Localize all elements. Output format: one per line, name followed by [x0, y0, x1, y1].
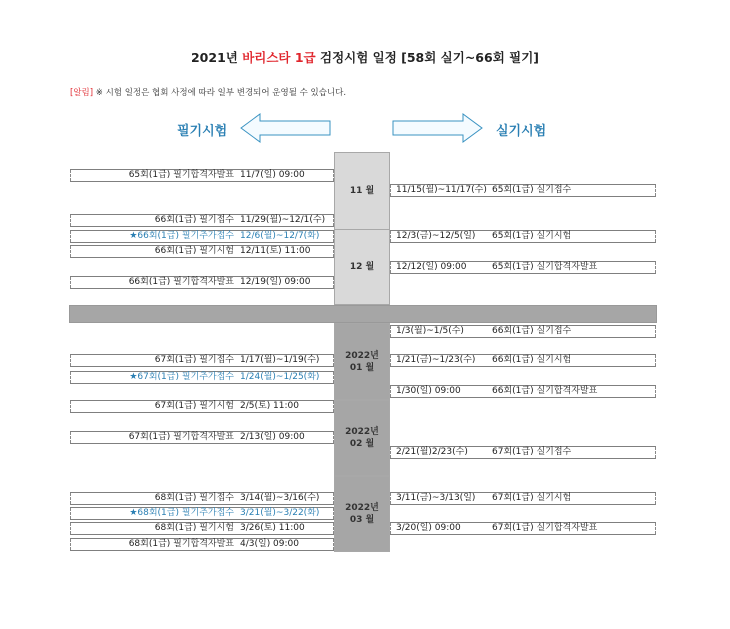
month-cell-nov: 11 월 [334, 152, 390, 230]
practical-row: 12/12(일) 09:00 65회(1급) 실기합격자발표 [390, 261, 656, 274]
written-row: ★67회(1급) 필기추가접수 1/24(월)~1/25(화) [70, 371, 334, 384]
notice [70, 86, 346, 98]
written-row: 68회(1급) 필기합격자발표 4/3(일) 09:00 [70, 538, 334, 551]
notice-text: ※ 시험 일정은 협회 사정에 따라 일부 변경되어 운영될 수 있습니다. [93, 88, 347, 98]
practical-row: 11/15(월)~11/17(수) 65회(1급) 실기접수 [390, 184, 656, 197]
month-cell-mar: 2022년 03 월 [334, 476, 390, 552]
practical-row: 1/3(월)~1/5(수) 66회(1급) 실기접수 [390, 325, 656, 338]
practical-row: 2/21(월)2/23(수) 67회(1급) 실기접수 [390, 446, 656, 459]
written-row: ★68회(1급) 필기추가접수 3/21(월)~3/22(화) [70, 507, 334, 520]
month-cell-dec: 12 월 [334, 229, 390, 305]
written-row: 67회(1급) 필기접수 1/17(월)~1/19(수) [70, 354, 334, 367]
written-row: 67회(1급) 필기합격자발표 2/13(일) 09:00 [70, 431, 334, 444]
month-cell-jan: 2022년 01 월 [334, 323, 390, 400]
written-header: 필기시험 [177, 124, 228, 139]
written-row: 67회(1급) 필기시험 2/5(토) 11:00 [70, 400, 334, 413]
notice-tag: [알림] [70, 88, 94, 98]
written-row: 66회(1급) 필기합격자발표 12/19(일) 09:00 [70, 276, 334, 289]
title-highlight: 바리스타 1급 [242, 50, 316, 65]
written-row: ★66회(1급) 필기추가접수 12/6(월)~12/7(화) [70, 230, 334, 243]
practical-row: 3/11(금)~3/13(일) 67회(1급) 실기시험 [390, 492, 656, 505]
practical-header: 실기시험 [496, 124, 547, 139]
written-row: 65회(1급) 필기합격자발표 11/7(일) 09:00 [70, 169, 334, 182]
arrow-right-icon [392, 113, 484, 143]
year-divider-bar [69, 305, 657, 323]
written-row: 68회(1급) 필기접수 3/14(월)~3/16(수) [70, 492, 334, 505]
practical-row: 12/3(금)~12/5(일) 65회(1급) 실기시험 [390, 230, 656, 243]
written-row: 66회(1급) 필기시험 12/11(토) 11:00 [70, 245, 334, 258]
arrow-left-icon [240, 113, 332, 143]
practical-row: 1/30(일) 09:00 66회(1급) 실기합격자발표 [390, 385, 656, 398]
practical-row: 1/21(금)~1/23(수) 66회(1급) 실기시험 [390, 354, 656, 367]
practical-row: 3/20(일) 09:00 67회(1급) 실기합격자발표 [390, 522, 656, 535]
written-row: 66회(1급) 필기접수 11/29(월)~12/1(수) [70, 214, 334, 227]
written-row: 68회(1급) 필기시험 3/26(토) 11:00 [70, 522, 334, 535]
month-cell-feb: 2022년 02 월 [334, 400, 390, 476]
page-title: 2021년 바리스타 1급 검정시험 일정 [58회 실기~66회 필기] [190, 50, 539, 65]
